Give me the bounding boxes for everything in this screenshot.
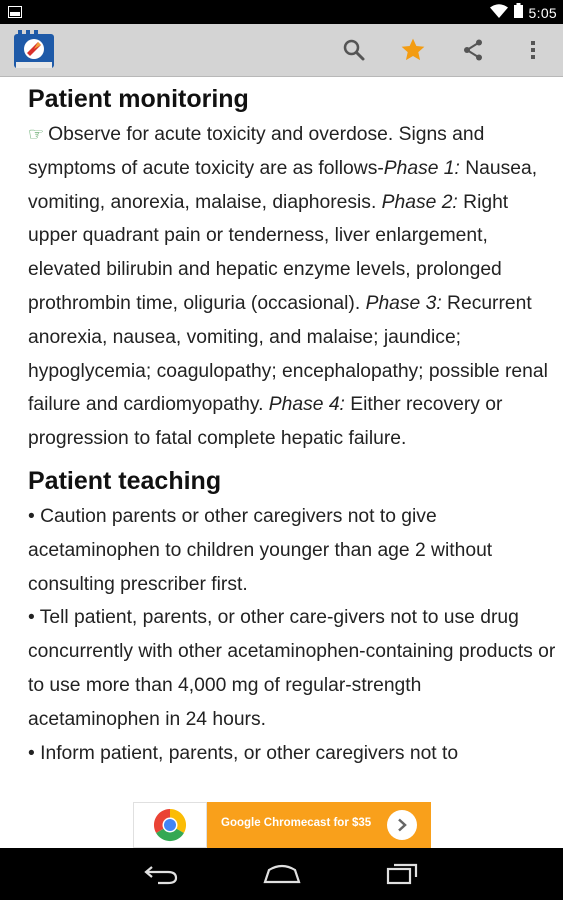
ad-arrow-button[interactable] (387, 810, 417, 840)
search-button[interactable] (336, 32, 372, 68)
screenshot-notification-icon (8, 5, 22, 23)
ad-text: Google Chromecast for $35 (221, 817, 372, 829)
phase-2-label: Phase 2: (381, 191, 458, 213)
share-button[interactable] (455, 32, 491, 68)
teaching-bullet: • Tell patient, parents, or other care-givers not to use drug concurrently with other acetaminophen-containing products or to use more than 4,000 mg of regular-strength acetaminophen in 24 hours. (28, 607, 556, 730)
monograph-content[interactable] (28, 80, 558, 802)
phase-1-label: Phase 1: (383, 157, 460, 179)
ad-area (0, 802, 563, 848)
phase-4-label: Phase 4: (268, 394, 345, 416)
recent-apps-icon (386, 863, 418, 885)
section-title-patient-teaching: Patient teaching (28, 466, 222, 495)
monitoring-paragraph: ☞ Observe for acute toxicity and overdose. Signs and symptoms of acute toxicity are as follows-Phase 1: Nausea, vomiting, anorexia, malaise, diaphoresis. Phase 2: Right upper quadrant pain or tenderness, liver enlargement, elevated bilirubin and hepatic enzyme levels, prolonged prothrombin time, oliguria (occasional). Phase 3: Recurrent anorexia, nausea, vomiting, and malaise; jaundice; hypoglycemia; coagulopathy; encephalopathy; possible renal failure and cardiomyopathy. Phase 4: Either recovery or progression to fatal complete hepatic failure. (28, 124, 548, 450)
share-icon (461, 38, 485, 62)
app-logo-icon[interactable] (12, 28, 56, 72)
teaching-bullet: • Caution parents or other caregivers not to give acetaminophen to children younger than age 2 without consulting prescriber first. (28, 505, 493, 595)
battery-icon (514, 3, 523, 23)
search-icon (342, 38, 366, 62)
home-icon (263, 864, 301, 884)
phase-3-label: Phase 3: (365, 292, 442, 314)
favorite-button[interactable] (395, 32, 431, 68)
teaching-bullet: • Inform patient, parents, or other caregivers not to (28, 742, 459, 764)
status-time: 5:05 (528, 5, 557, 21)
overflow-menu-button[interactable] (515, 32, 551, 68)
chevron-right-icon (396, 818, 408, 832)
status-bar (0, 0, 563, 24)
recent-apps-button[interactable] (372, 858, 432, 890)
star-icon (400, 37, 426, 63)
ad-banner[interactable] (133, 802, 431, 848)
action-bar (0, 24, 563, 77)
pointing-hand-icon: ☞ (28, 124, 45, 144)
wifi-icon (490, 4, 508, 23)
navigation-bar (0, 848, 563, 900)
back-button[interactable] (132, 858, 192, 890)
home-button[interactable] (252, 858, 312, 890)
back-icon (144, 863, 180, 885)
more-vertical-icon (528, 38, 538, 62)
chrome-logo-icon (133, 802, 207, 848)
section-title-patient-monitoring: Patient monitoring (28, 85, 249, 113)
